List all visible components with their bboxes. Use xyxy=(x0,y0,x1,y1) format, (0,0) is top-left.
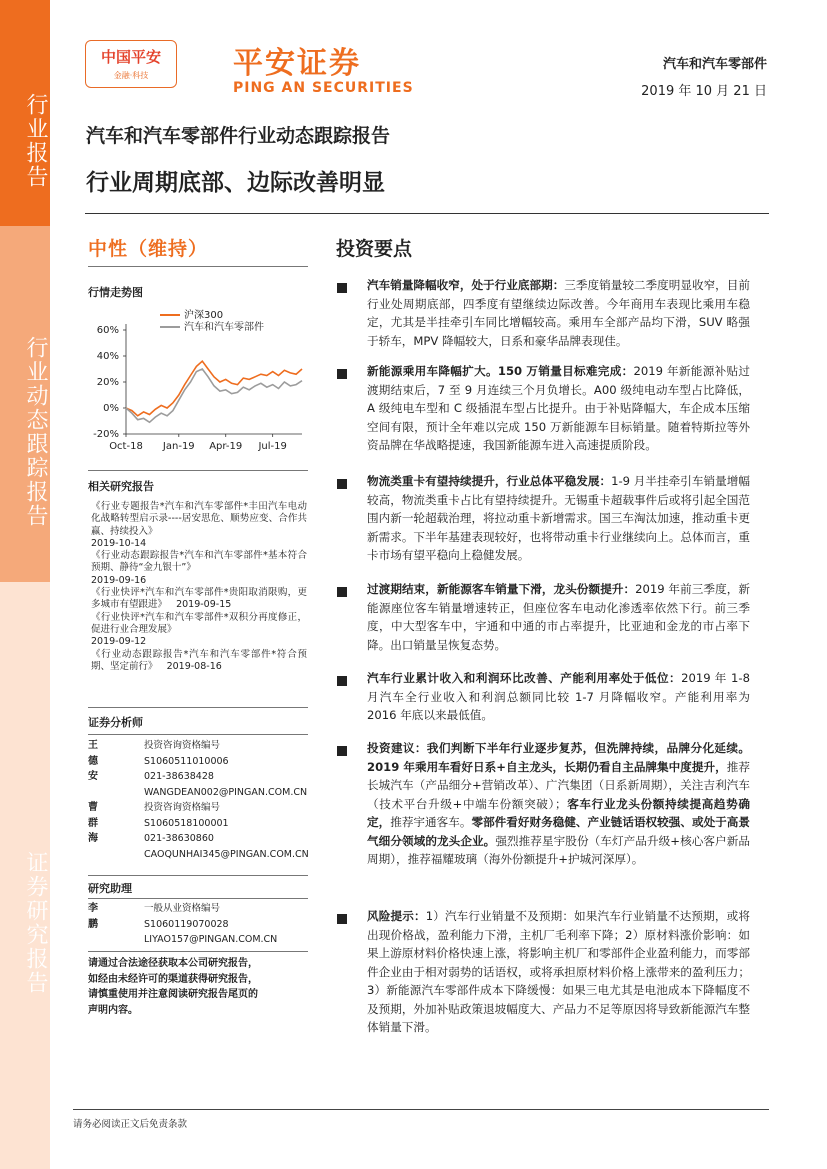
investment-point: 投资建议：我们判断下半年行业逐步复苏，但洗牌持续，品牌分化延续。2019 年乘用车看好日系+自主龙头，长期仍看自主品牌集中度提升，推荐长城汽车（产品细分+营销改革）、广汽集团（日系新周期），关注吉利汽车（技术平台升级+中端车份额突破）；客车行业龙头份额持续提高趋势确定，推荐宇通客车。零部件看好财务稳健、产业链话语权较强、或处于高景气细分领域的龙头企业。强烈推荐星宇股份（车灯产品升级+核心客户新品周期），推荐福耀玻璃（海外份额提升+护城河深厚）。 xyxy=(367,741,750,866)
investment-point: 汽车行业累计收入和利润环比改善、产能利用率处于低位：2019 年 1-8 月汽车全行业收入和利润总额同比较 1-7 月降幅收窄。产能利用率为 2016 年底以来最低值。 xyxy=(367,671,750,722)
report-date: 2019 年 10 月 21 日 xyxy=(641,84,767,99)
bullet-icon xyxy=(337,369,347,379)
ping-an-securities-logo xyxy=(233,38,414,96)
brand-en: PING AN SECURITIES xyxy=(233,80,414,96)
assistant-detail: 一般从业资格编号 xyxy=(144,903,221,914)
bullet-icon xyxy=(337,746,347,756)
x-tick-label: Oct-18 xyxy=(109,441,143,452)
analyst-name: 曹群海 xyxy=(88,802,98,844)
trend-chart-svg xyxy=(88,300,310,460)
sidebar-report-type: 行业报告 xyxy=(0,0,50,226)
bullet-icon xyxy=(337,283,347,293)
analysts-heading: 证券分析师 xyxy=(88,716,143,729)
market-trend-chart xyxy=(88,300,310,460)
related-divider xyxy=(88,470,308,471)
disclaimer-divider xyxy=(88,951,308,952)
assistant-sub-divider xyxy=(88,898,308,899)
related-report-item: 《行业快评*汽车和汽车零部件*贵阳取消限购，更多城市有望跟进》 2019-09-15 xyxy=(91,587,307,611)
related-reports-list xyxy=(91,501,307,673)
analyst-detail: S1060518100001 xyxy=(144,817,229,829)
report-title: 汽车和汽车零部件行业动态跟踪报告 xyxy=(86,125,391,147)
legend-label: 汽车和汽车零部件 xyxy=(184,322,264,333)
footer-note: 请务必阅读正文后免责条款 xyxy=(73,1119,188,1130)
y-tick-label: 60% xyxy=(96,325,119,336)
investment-point: 过渡期结束，新能源客车销量下滑，龙头份额提升：2019 年前三季度，新能源座位客车销量增速转正，但座位客车电动化渗透率依然下行。前三季度，中大型客车中，宇通和中通的市占率提升，比亚迪和金龙的市占率下降。出口销量呈恢复态势。 xyxy=(367,582,750,652)
footer-divider xyxy=(73,1109,769,1110)
logo-cn-text: 中国平安 xyxy=(100,48,161,66)
y-tick-label: 0% xyxy=(103,403,119,414)
analyst-detail: 投资咨询资格编号 xyxy=(144,802,221,813)
analyst-detail: 021-38630860 xyxy=(144,833,214,844)
y-tick-label: 40% xyxy=(96,351,119,362)
analyst-sub-divider xyxy=(88,734,308,735)
legend-label: 沪深300 xyxy=(184,310,224,321)
rating: 中性（维持） xyxy=(88,238,209,260)
related-report-item: 《行业动态跟踪报告*汽车和汽车零部件*符合预期、坚定前行》 2019-08-16 xyxy=(91,648,307,672)
y-tick-label: 20% xyxy=(96,377,119,388)
analyst-detail: 投资咨询资格编号 xyxy=(144,740,221,751)
rating-divider xyxy=(88,266,308,267)
series-line-0 xyxy=(126,361,302,416)
bullet-icon xyxy=(337,587,347,597)
assistant-divider xyxy=(88,875,308,876)
sidebar-research-label: 证券研究报告 xyxy=(0,582,50,1169)
bullet-icon xyxy=(337,914,347,924)
brand-cn: 平安证券 xyxy=(233,46,361,81)
ping-an-group-logo xyxy=(85,40,177,88)
assistant-email: LIYAO157@PINGAN.COM.CN xyxy=(144,934,278,945)
related-report-item: 《行业动态跟踪报告*汽车和汽车零部件*基本符合预期、静待“金九银十”》 2019-09-16 xyxy=(91,550,307,586)
assistant-detail: S1060119070028 xyxy=(144,918,229,930)
investment-point: 汽车销量降幅收窄，处于行业底部期：三季度销量较二季度明显收窄，目前行业处周期底部，四季度有望继续边际改善。今年商用车表现比乘用车稳定，尤其是半挂牵引车同比增幅较高。乘用车全部产品均下滑，SUV 略强于轿车，MPV 降幅较大，日系和豪华品牌表现佳。 xyxy=(367,278,750,348)
analyst-email: CAOQUNHAI345@PINGAN.COM.CN xyxy=(144,848,309,860)
related-report-item: 《行业专题报告*汽车和汽车零部件*丰田汽车电动化战略转型启示录----居安思危、顺势应变、合作共赢、持续投入》 2019-10-14 xyxy=(91,501,307,549)
analyst-email: WANGDEAN002@PINGAN.COM.CN xyxy=(144,786,308,798)
analyst-name: 王德安 xyxy=(88,740,98,782)
investment-point: 物流类重卡有望持续提升，行业总体平稳发展：1-9 月半挂牵引车销量增幅较高，物流类重卡占比有望持续提升。无锡重卡超载事件后或将引起全国范围内新一轮超载治理，将拉动重卡新增需求。国三车淘汰加速，推动重卡更新需求。下半年基建表现较好，也将带动重卡行业继续向上。总体而言，重卡市场有望平稳向上稳健发展。 xyxy=(367,474,750,562)
x-tick-label: Jan-19 xyxy=(162,441,195,452)
analyst-divider xyxy=(88,707,308,708)
assistant-heading: 研究助理 xyxy=(88,882,132,895)
sidebar-report-subtype: 行业动态跟踪报告 xyxy=(0,226,50,582)
disclaimer-text: 请通过合法途径获取本公司研究报告，如经由未经许可的渠道获得研究报告，请慎重使用并注意阅读研究报告尾页的声明内容。 xyxy=(88,958,258,1016)
investment-point: 风险提示：1）汽车行业销量不及预期：如果汽车行业销量不达预期，或将出现价格战，盈利能力下滑，主机厂毛利率下降；2）原材料涨价影响：如果上游原材料价格快速上涨，将影响主机厂和零部件企业盈利能力，而零部件企业由于相对弱势的话语权，或将承担原材料价格上涨带来的盈利压力；3）新能源汽车零部件成本下降缓慢：如果三电尤其是电池成本下降幅度不及预期，外加补贴政策退坡幅度大、产品力不足等原因将导致新能源汽车整体销量下滑。 xyxy=(367,909,750,1034)
market-trend-heading: 行情走势图 xyxy=(88,286,143,299)
logo-sub-text: 金融·科技 xyxy=(113,71,149,80)
bullet-icon xyxy=(337,676,347,686)
y-tick-label: -20% xyxy=(93,429,119,440)
sector-label: 汽车和汽车零部件 xyxy=(662,57,767,72)
investment-heading: 投资要点 xyxy=(336,238,413,260)
analyst-detail: S1060511010006 xyxy=(144,755,229,767)
investment-point: 新能源乘用车降幅扩大。150 万销量目标难完成：2019 年新能源补贴过渡期结束后，7 至 9 月连续三个月负增长。A00 级纯电动车型占比降低，A 级纯电车型和 C 级插混车型占比提升。由于补贴降幅大，车企成本压缩空间有限，预计全年难以完成 150 万新能源车目标销量。随着特斯拉等外资品牌在华战略提速，我国新能源车进入高速提质阶段。 xyxy=(367,364,750,452)
report-subtitle: 行业周期底部、边际改善明显 xyxy=(86,170,385,196)
x-tick-label: Apr-19 xyxy=(209,441,243,452)
related-reports-heading: 相关研究报告 xyxy=(88,480,154,493)
bullet-icon xyxy=(337,479,347,489)
x-tick-label: Jul-19 xyxy=(258,441,287,452)
related-report-item: 《行业快评*汽车和汽车零部件*双积分再度修正，促进行业合理发展》 2019-09-12 xyxy=(91,611,307,648)
analyst-detail: 021-38638428 xyxy=(144,771,214,782)
title-divider xyxy=(85,213,769,214)
assistant-name: 李鹏 xyxy=(88,903,98,930)
